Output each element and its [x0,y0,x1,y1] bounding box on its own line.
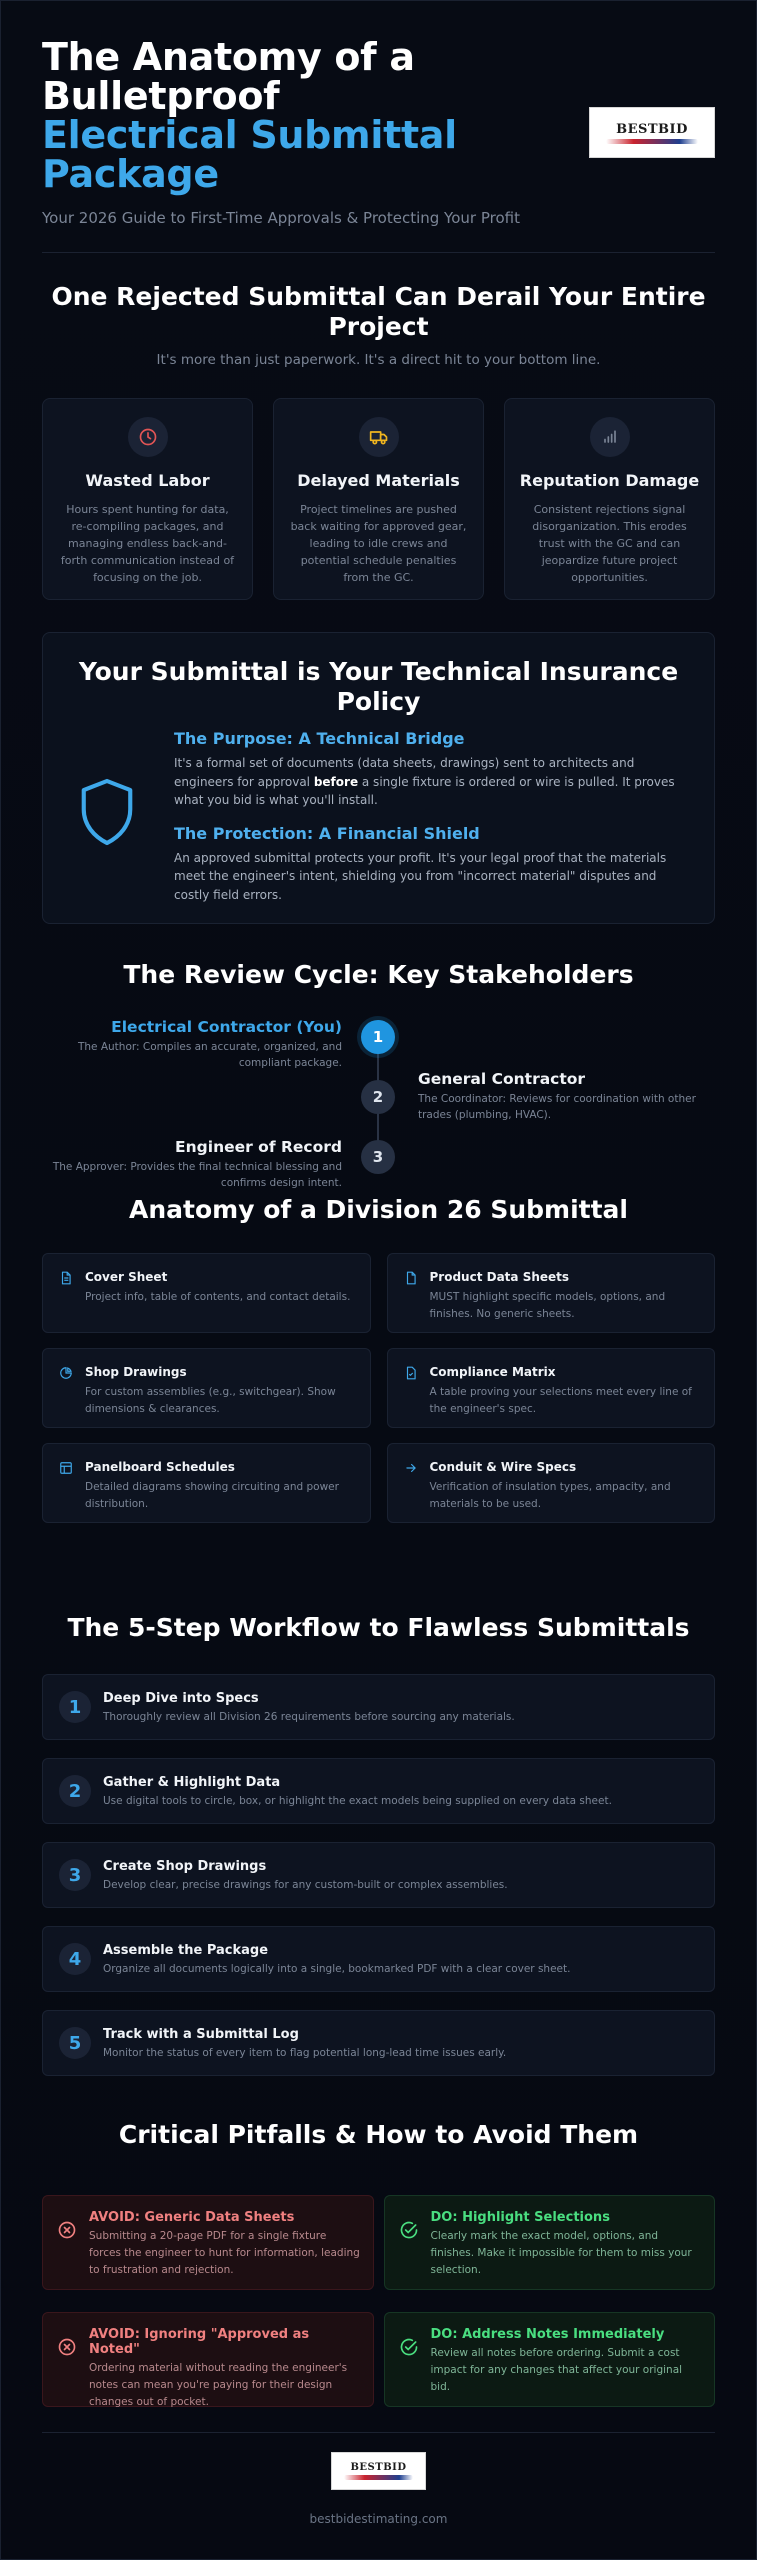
step-title: Assemble the Package [103,1943,269,1958]
stakeholder-electrical-contractor [42,1018,342,1072]
workflow-step-4 [42,1926,715,1992]
shield-icon [76,775,138,853]
component-title: Product Data Sheets [429,1270,570,1284]
step-node-3: 3 [361,1140,395,1174]
pitfall-title: DO: Highlight Selections [430,2210,610,2225]
step-number: 3 [59,1859,91,1891]
step-title: Gather & Highlight Data [103,1775,281,1790]
pie-chart-icon [59,1365,73,1384]
page-subtitle: Your 2026 Guide to First-Time Approvals & Protecting Your Profit [42,208,520,227]
step-node-2: 2 [361,1080,395,1114]
pitfall-do-highlight-selections [384,2195,716,2290]
workflow-step-5 [42,2010,715,2076]
step-text: Monitor the status of every item to flag potential long-lead time issues early. [103,2047,507,2059]
pitfall-avoid-generic-data-sheets [42,2195,374,2290]
component-card-conduit-wire-specs [387,1443,716,1523]
stakeholder-desc: The Coordinator: Reviews for coordination with other trades (plumbing, HVAC). [418,1093,696,1122]
protection-text: An approved submittal protects your profit. It's your legal proof that the materials meet the engineer's intent, shielding you from "incorrect material" disputes and costly field errors. [174,850,667,902]
divider [42,252,715,253]
section-title: Critical Pitfalls & How to Avoid Them [118,2120,639,2149]
component-card-shop-drawings [42,1348,371,1428]
section-title: Your Submittal is Your Technical Insurance Policy [78,657,679,716]
step-title: Deep Dive into Specs [103,1691,259,1706]
section-title: The 5-Step Workflow to Flawless Submittals [67,1613,690,1642]
component-card-panelboard-schedules [42,1443,371,1523]
stakeholder-general-contractor [418,1070,718,1124]
component-title: Conduit & Wire Specs [429,1460,577,1474]
section-lead: It's more than just paperwork. It's a direct hit to your bottom line. [156,352,601,368]
purpose-emphasis: before [313,774,359,789]
insurance-section [42,632,715,924]
pitfall-text: Submitting a 20-page PDF for a single fixture forces the engineer to hunt for information, leading to frustration and rejection. [89,2230,360,2276]
component-title: Panelboard Schedules [85,1460,235,1474]
purpose-text: It's a formal set of documents (data sheets, drawings) sent to architects and engineers for approval before a single fixture is ordered or wire is pulled. It proves what you bid is what you'll install. [174,756,675,808]
file-check-icon [404,1365,418,1384]
component-text: A table proving your selections meet every line of the engineer's spec. [429,1386,692,1415]
step-text: Organize all documents logically into a single, bookmarked PDF with a clear cover sheet. [103,1963,571,1975]
pitfall-avoid-ignoring-notes [42,2312,374,2407]
card-title: Delayed Materials [297,471,460,490]
step-number: 1 [59,1691,91,1723]
card-text: Project timelines are pushed back waiting for approved gear, leading to idle crews and potential schedule penalties from the GC. [290,503,467,585]
step-title: Create Shop Drawings [103,1859,267,1874]
logo-text: BESTBID [616,121,688,137]
stakeholder-title: General Contractor [418,1070,586,1088]
footer-divider [42,2432,715,2433]
impact-card-delayed-materials [273,398,484,600]
stakeholder-title: Engineer of Record [175,1138,342,1156]
step-text: Use digital tools to circle, box, or highlight the exact models being supplied on every data sheet. [103,1795,612,1807]
pitfall-title: AVOID: Ignoring "Approved as Noted" [89,2327,310,2357]
card-title: Wasted Labor [85,471,210,490]
step-text: Develop clear, precise drawings for any custom-built or complex assemblies. [103,1879,508,1891]
purpose-title: The Purpose: A Technical Bridge [174,729,465,748]
workflow-step-2 [42,1758,715,1824]
component-text: MUST highlight specific models, options, and finishes. No generic sheets. [429,1291,666,1320]
step-node-1: 1 [361,1020,395,1054]
component-text: Verification of insulation types, ampacity, and materials to be used. [429,1481,671,1510]
card-text: Consistent rejections signal disorganization. This erodes trust with the GC and can jeopardize future project opportunities. [532,503,687,585]
pitfall-title: AVOID: Generic Data Sheets [89,2210,295,2225]
logo-text: BESTBID [350,2462,407,2473]
stakeholder-desc: The Author: Compiles an accurate, organized, and compliant package. [77,1041,342,1070]
protection-title: The Protection: A Financial Shield [174,823,480,843]
truck-icon [359,417,399,457]
impact-card-reputation-damage [504,398,715,600]
title-line-white: The Anatomy of a Bulletproof [42,35,415,119]
division-26-section [42,1195,715,1523]
step-number: 4 [59,1943,91,1975]
component-card-cover-sheet [42,1253,371,1333]
component-title: Compliance Matrix [429,1365,556,1379]
pitfall-text: Clearly mark the exact model, options, and finishes. Make it impossible for them to miss your selection. [430,2230,692,2276]
step-text: Thoroughly review all Division 26 requirements before sourcing any materials. [103,1711,515,1723]
file-icon [404,1270,418,1289]
workflow-step-3 [42,1842,715,1908]
step-number: 2 [59,1775,91,1807]
pitfall-text: Review all notes before ordering. Submit a cost impact for any changes that affect your original bid. [430,2347,683,2393]
pitfall-text: Ordering material without reading the engineer's notes can mean you're paying for their design changes out of pocket. [89,2362,348,2408]
pitfall-do-address-notes [384,2312,716,2407]
step-number: 5 [59,2027,91,2059]
stakeholder-desc: The Approver: Provides the final technical blessing and confirms design intent. [52,1161,342,1190]
stakeholder-title: Electrical Contractor (You) [111,1018,342,1036]
layout-icon [59,1460,73,1479]
logo-swoosh [344,2475,413,2480]
clock-icon [128,417,168,457]
section-title: Anatomy of a Division 26 Submittal [129,1195,628,1224]
title-line-blue: Electrical Submittal Package [42,113,457,197]
footer-url-link[interactable]: bestbidestimating.com [309,2512,448,2526]
section-title: The Review Cycle: Key Stakeholders [123,960,634,989]
footer-logo [331,2452,426,2490]
component-text: Detailed diagrams showing circuiting and power distribution. [85,1481,339,1510]
arrow-right-icon [404,1460,418,1479]
component-card-compliance-matrix [387,1348,716,1428]
stakeholder-engineer-of-record [42,1138,342,1192]
component-card-product-data-sheets [387,1253,716,1333]
bestbid-logo [589,107,715,158]
document-icon [59,1270,73,1289]
x-circle-icon [57,2337,77,2361]
section-title: One Rejected Submittal Can Derail Your Entire Project [51,282,706,341]
component-text: For custom assemblies (e.g., switchgear). Show dimensions & clearances. [85,1386,336,1415]
pitfall-title: DO: Address Notes Immediately [430,2327,665,2342]
check-circle-icon [399,2337,419,2361]
page-title [42,35,512,197]
bar-chart-icon [590,417,630,457]
check-circle-icon [399,2220,419,2244]
component-title: Cover Sheet [85,1270,168,1284]
card-title: Reputation Damage [519,471,700,490]
impact-card-wasted-labor [42,398,253,600]
step-title: Track with a Submittal Log [103,2027,299,2042]
review-cycle-section [42,960,715,1200]
card-text: Hours spent hunting for data, re-compiling packages, and managing endless back-and-forth communication instead of focusing on the job. [60,503,235,585]
stakeholder-timeline [42,1020,715,1190]
component-title: Shop Drawings [85,1365,187,1379]
rejected-section [42,282,715,600]
workflow-section [42,1613,715,2094]
component-text: Project info, table of contents, and contact details. [85,1291,351,1303]
pitfalls-section [42,2120,715,2407]
logo-swoosh [606,139,698,144]
workflow-step-1 [42,1674,715,1740]
x-circle-icon [57,2220,77,2244]
